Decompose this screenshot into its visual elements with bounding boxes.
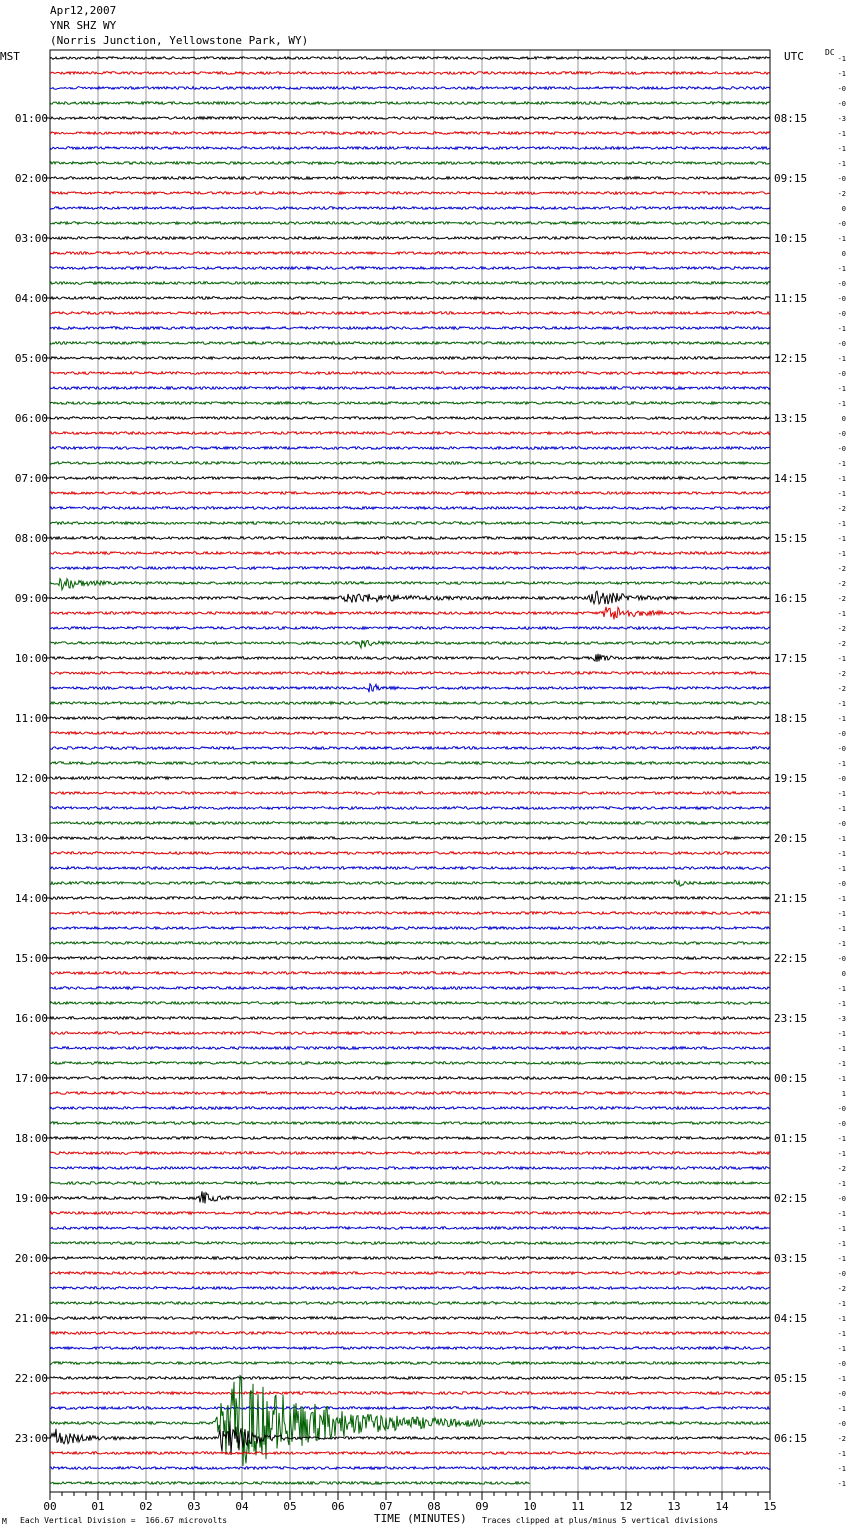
dc-offset-label: -0 bbox=[837, 295, 846, 303]
left-hour-label: 12:00 bbox=[14, 772, 48, 785]
dc-offset-label: -0 bbox=[837, 220, 846, 228]
dc-offset-label: -1 bbox=[837, 475, 846, 483]
dc-offset-label: -1 bbox=[837, 805, 846, 813]
left-hour-label: 01:00 bbox=[14, 112, 48, 125]
dc-offset-label: -1 bbox=[837, 355, 846, 363]
trace-row bbox=[50, 640, 770, 648]
clip-note: Traces clipped at plus/minus 5 vertical divisions bbox=[482, 1516, 719, 1525]
trace-row bbox=[50, 1257, 770, 1260]
left-hour-label: 18:00 bbox=[14, 1132, 48, 1145]
left-hour-label: 22:00 bbox=[14, 1372, 48, 1385]
trace-row bbox=[50, 207, 770, 210]
left-hour-label: 16:00 bbox=[14, 1012, 48, 1025]
dc-offset-label: -2 bbox=[837, 595, 846, 603]
dc-offset-label: -2 bbox=[837, 1435, 846, 1443]
dc-offset-label: -0 bbox=[837, 955, 846, 963]
right-hour-label: 20:15 bbox=[774, 832, 808, 845]
right-hour-label: 17:15 bbox=[774, 652, 808, 665]
corner-mark: M bbox=[2, 1517, 7, 1526]
dc-offset-label: -2 bbox=[837, 1165, 846, 1173]
x-tick-label: 03 bbox=[187, 1500, 201, 1513]
dc-offset-label: -0 bbox=[837, 445, 846, 453]
dc-offset-label: -2 bbox=[837, 190, 846, 198]
trace-row bbox=[50, 792, 770, 795]
trace-row bbox=[50, 1077, 770, 1080]
dc-offset-label: -1 bbox=[837, 1480, 846, 1488]
trace-row bbox=[50, 942, 770, 945]
right-hour-label: 10:15 bbox=[774, 232, 808, 245]
right-hour-label: 04:15 bbox=[774, 1312, 808, 1325]
dc-offset-label: -2 bbox=[837, 670, 846, 678]
dc-offset-label: -1 bbox=[837, 550, 846, 558]
dc-offset-label: -3 bbox=[837, 1015, 846, 1023]
x-tick-label: 07 bbox=[379, 1500, 393, 1513]
dc-offset-label: -0 bbox=[837, 175, 846, 183]
dc-offset-label: -1 bbox=[837, 1060, 846, 1068]
trace-row bbox=[50, 1272, 770, 1275]
dc-offset-label: 0 bbox=[841, 205, 846, 213]
dc-offset-label: -2 bbox=[837, 625, 846, 633]
dc-offset-label: -1 bbox=[837, 895, 846, 903]
dc-offset-label: -1 bbox=[837, 610, 846, 618]
trace-row bbox=[50, 162, 770, 165]
trace-row bbox=[50, 372, 770, 375]
left-hour-label: 15:00 bbox=[14, 952, 48, 965]
dc-offset-label: -1 bbox=[837, 1030, 846, 1038]
station-code: YNR SHZ WY bbox=[50, 19, 117, 32]
trace-row bbox=[50, 87, 770, 90]
trace-row bbox=[50, 492, 770, 495]
left-hour-label: 02:00 bbox=[14, 172, 48, 185]
trace-row bbox=[50, 837, 770, 840]
right-hour-label: 14:15 bbox=[774, 472, 808, 485]
trace-row bbox=[50, 822, 770, 825]
trace-row bbox=[50, 747, 770, 750]
left-hour-label: 23:00 bbox=[14, 1432, 48, 1445]
trace-row bbox=[50, 102, 770, 105]
trace-row bbox=[50, 579, 770, 590]
trace-row bbox=[50, 1107, 770, 1110]
dc-offset-label: -1 bbox=[837, 265, 846, 273]
trace-row bbox=[50, 72, 770, 75]
trace-row bbox=[50, 684, 770, 693]
x-tick-label: 12 bbox=[619, 1500, 633, 1513]
trace-row bbox=[50, 607, 770, 620]
right-hour-label: 18:15 bbox=[774, 712, 808, 725]
dc-offset-label: 0 bbox=[841, 415, 846, 423]
dc-offset-label: -1 bbox=[837, 865, 846, 873]
dc-offset-label: 0 bbox=[841, 970, 846, 978]
x-tick-label: 06 bbox=[331, 1500, 345, 1513]
x-tick-label: 13 bbox=[667, 1500, 681, 1513]
trace-row bbox=[50, 1376, 770, 1466]
left-hour-label: 10:00 bbox=[14, 652, 48, 665]
dc-offset-label: -1 bbox=[837, 520, 846, 528]
trace-row bbox=[50, 357, 770, 360]
right-hour-label: 11:15 bbox=[774, 292, 808, 305]
trace-row bbox=[50, 672, 770, 675]
right-hour-label: 13:15 bbox=[774, 412, 808, 425]
dc-offset-label: -1 bbox=[837, 1405, 846, 1413]
trace-row bbox=[50, 591, 770, 604]
x-tick-label: 00 bbox=[43, 1500, 57, 1513]
dc-offset-label: -1 bbox=[837, 1000, 846, 1008]
x-tick-label: 01 bbox=[91, 1500, 105, 1513]
trace-row bbox=[50, 522, 770, 525]
trace-row bbox=[50, 252, 770, 255]
trace-row bbox=[50, 1302, 770, 1305]
dc-offset-label: -0 bbox=[837, 430, 846, 438]
dc-offset-label: -1 bbox=[837, 460, 846, 468]
trace-row bbox=[50, 417, 770, 420]
dc-offset-label: -0 bbox=[837, 1270, 846, 1278]
dc-offset-label: -1 bbox=[837, 490, 846, 498]
dc-offset-label: -0 bbox=[837, 1195, 846, 1203]
trace-row bbox=[50, 777, 770, 780]
left-hour-label: 21:00 bbox=[14, 1312, 48, 1325]
trace-row bbox=[50, 1467, 770, 1470]
dc-offset-label: -3 bbox=[837, 115, 846, 123]
dc-offset-label: -0 bbox=[837, 1390, 846, 1398]
dc-offset-label: -2 bbox=[837, 1285, 846, 1293]
trace-row bbox=[50, 807, 770, 810]
trace-row bbox=[50, 282, 770, 285]
left-hour-label: 14:00 bbox=[14, 892, 48, 905]
plot-frame bbox=[50, 50, 770, 1492]
dc-offset-label: -1 bbox=[837, 1150, 846, 1158]
left-hour-label: 11:00 bbox=[14, 712, 48, 725]
right-hour-label: 02:15 bbox=[774, 1192, 808, 1205]
dc-offset-label: -1 bbox=[837, 1330, 846, 1338]
dc-offset-label: -1 bbox=[837, 1450, 846, 1458]
dc-offset-label: -0 bbox=[837, 775, 846, 783]
dc-offset-label: -1 bbox=[837, 160, 846, 168]
dc-offset-label: -1 bbox=[837, 910, 846, 918]
dc-offset-label: -1 bbox=[837, 385, 846, 393]
trace-row bbox=[50, 1452, 770, 1455]
dc-offset-label: -1 bbox=[837, 700, 846, 708]
left-hour-label: 07:00 bbox=[14, 472, 48, 485]
left-axis-title: MST bbox=[0, 50, 20, 63]
dc-offset-label: -2 bbox=[837, 565, 846, 573]
trace-row bbox=[50, 462, 770, 465]
trace-row bbox=[50, 1017, 770, 1020]
trace-row bbox=[50, 1191, 770, 1203]
trace-row bbox=[50, 117, 770, 120]
trace-row bbox=[50, 867, 770, 870]
dc-offset-label: -0 bbox=[837, 1120, 846, 1128]
trace-row bbox=[50, 1182, 770, 1185]
right-hour-label: 06:15 bbox=[774, 1432, 808, 1445]
trace-row bbox=[50, 717, 770, 720]
dc-offset-label: -1 bbox=[837, 940, 846, 948]
trace-row bbox=[50, 1392, 770, 1395]
dc-offset-label: -1 bbox=[837, 1465, 846, 1473]
dc-offset-label: -1 bbox=[837, 70, 846, 78]
left-hour-label: 19:00 bbox=[14, 1192, 48, 1205]
trace-row bbox=[50, 402, 770, 405]
right-hour-label: 08:15 bbox=[774, 112, 808, 125]
trace-row bbox=[50, 1287, 770, 1290]
dc-offset-label: -1 bbox=[837, 655, 846, 663]
right-hour-label: 16:15 bbox=[774, 592, 808, 605]
dc-offset-label: -0 bbox=[837, 370, 846, 378]
right-hour-label: 00:15 bbox=[774, 1072, 808, 1085]
left-hour-label: 17:00 bbox=[14, 1072, 48, 1085]
x-tick-label: 14 bbox=[715, 1500, 729, 1513]
x-tick-label: 05 bbox=[283, 1500, 297, 1513]
left-hour-label: 08:00 bbox=[14, 532, 48, 545]
left-hour-label: 04:00 bbox=[14, 292, 48, 305]
dc-offset-label: -1 bbox=[837, 400, 846, 408]
left-hour-label: 05:00 bbox=[14, 352, 48, 365]
dc-offset-label: -2 bbox=[837, 640, 846, 648]
dc-offset-label: -1 bbox=[837, 1375, 846, 1383]
trace-row bbox=[50, 342, 770, 345]
trace-row bbox=[50, 1062, 770, 1065]
dc-offset-label: -1 bbox=[837, 55, 846, 63]
trace-row bbox=[50, 1242, 770, 1245]
x-tick-label: 04 bbox=[235, 1500, 249, 1513]
dc-offset-label: -0 bbox=[837, 340, 846, 348]
x-tick-label: 08 bbox=[427, 1500, 441, 1513]
trace-row bbox=[50, 732, 770, 735]
dc-title: DC bbox=[825, 48, 835, 57]
x-tick-label: 10 bbox=[523, 1500, 537, 1513]
right-hour-label: 01:15 bbox=[774, 1132, 808, 1145]
trace-row bbox=[50, 1377, 770, 1380]
dc-offset-label: -1 bbox=[837, 1300, 846, 1308]
trace-row bbox=[50, 567, 770, 570]
dc-offset-label: -0 bbox=[837, 310, 846, 318]
right-hour-label: 23:15 bbox=[774, 1012, 808, 1025]
left-hour-label: 20:00 bbox=[14, 1252, 48, 1265]
dc-offset-label: -1 bbox=[837, 1210, 846, 1218]
dc-offset-label: -1 bbox=[837, 1225, 846, 1233]
x-tick-label: 09 bbox=[475, 1500, 489, 1513]
dc-offset-label: -0 bbox=[837, 1105, 846, 1113]
right-hour-label: 15:15 bbox=[774, 532, 808, 545]
x-tick-label: 15 bbox=[763, 1500, 777, 1513]
trace-row bbox=[50, 912, 770, 915]
right-hour-label: 05:15 bbox=[774, 1372, 808, 1385]
trace-row bbox=[50, 57, 770, 60]
trace-row bbox=[50, 507, 770, 510]
trace-row bbox=[50, 762, 770, 765]
trace-row bbox=[50, 1152, 770, 1155]
trace-row bbox=[50, 702, 770, 705]
trace-row bbox=[50, 972, 770, 975]
dc-offset-label: -0 bbox=[837, 820, 846, 828]
trace-row bbox=[50, 327, 770, 330]
dc-offset-label: -1 bbox=[837, 790, 846, 798]
trace-row bbox=[50, 477, 770, 480]
dc-offset-label: -2 bbox=[837, 685, 846, 693]
dc-offset-label: -1 bbox=[837, 325, 846, 333]
trace-row bbox=[50, 192, 770, 195]
trace-row bbox=[50, 897, 770, 900]
trace-row bbox=[50, 1092, 770, 1095]
trace-row bbox=[50, 312, 770, 315]
trace-row bbox=[50, 957, 770, 960]
dc-offset-label: 0 bbox=[841, 250, 846, 258]
trace-row bbox=[50, 1167, 770, 1170]
dc-offset-label: -1 bbox=[837, 1255, 846, 1263]
dc-offset-label: -1 bbox=[837, 925, 846, 933]
dc-offset-label: 1 bbox=[841, 1090, 846, 1098]
station-date: Apr12,2007 bbox=[50, 4, 117, 17]
trace-row bbox=[50, 177, 770, 180]
trace-row bbox=[50, 1317, 770, 1320]
trace-row bbox=[50, 1212, 770, 1215]
dc-offset-label: -1 bbox=[837, 1135, 846, 1143]
trace-row bbox=[50, 927, 770, 930]
dc-offset-label: -1 bbox=[837, 1045, 846, 1053]
trace-row bbox=[50, 1122, 770, 1125]
trace-row bbox=[50, 1362, 770, 1365]
trace-row bbox=[50, 297, 770, 300]
trace-row bbox=[50, 1332, 770, 1335]
dc-offset-label: -0 bbox=[837, 1420, 846, 1428]
dc-offset-label: -0 bbox=[837, 280, 846, 288]
right-hour-label: 22:15 bbox=[774, 952, 808, 965]
dc-offset-label: -1 bbox=[837, 1180, 846, 1188]
trace-row bbox=[50, 1137, 770, 1140]
trace-row bbox=[50, 222, 770, 225]
trace-row bbox=[50, 552, 770, 555]
dc-offset-label: -1 bbox=[837, 145, 846, 153]
trace-row bbox=[50, 132, 770, 135]
dc-offset-label: -1 bbox=[837, 1345, 846, 1353]
x-tick-label: 11 bbox=[571, 1500, 585, 1513]
vertical-division: Each Vertical Division = 166.67 microvolts bbox=[20, 1516, 228, 1525]
trace-row bbox=[50, 447, 770, 450]
dc-offset-label: -1 bbox=[837, 835, 846, 843]
dc-offset-label: -0 bbox=[837, 730, 846, 738]
right-hour-label: 12:15 bbox=[774, 352, 808, 365]
station-location: (Norris Junction, Yellowstone Park, WY) bbox=[50, 34, 309, 47]
trace-row bbox=[50, 880, 770, 886]
dc-offset-label: -0 bbox=[837, 880, 846, 888]
trace-row bbox=[50, 654, 770, 662]
trace-row bbox=[50, 627, 770, 630]
trace-row bbox=[50, 1047, 770, 1050]
trace-row bbox=[50, 387, 770, 390]
dc-offset-label: -1 bbox=[837, 850, 846, 858]
dc-offset-label: -1 bbox=[837, 1315, 846, 1323]
x-tick-label: 02 bbox=[139, 1500, 153, 1513]
dc-offset-label: -1 bbox=[837, 130, 846, 138]
trace-row bbox=[50, 537, 770, 540]
dc-offset-label: -2 bbox=[837, 580, 846, 588]
trace-row bbox=[50, 852, 770, 855]
right-axis-title: UTC bbox=[784, 50, 804, 63]
dc-offset-label: -1 bbox=[837, 1240, 846, 1248]
trace-row bbox=[50, 1407, 770, 1410]
dc-offset-label: -0 bbox=[837, 100, 846, 108]
dc-offset-label: -1 bbox=[837, 535, 846, 543]
right-hour-label: 09:15 bbox=[774, 172, 808, 185]
trace-row bbox=[50, 147, 770, 150]
trace-row bbox=[50, 432, 770, 435]
right-hour-label: 19:15 bbox=[774, 772, 808, 785]
dc-offset-label: -0 bbox=[837, 745, 846, 753]
trace-row bbox=[50, 1227, 770, 1230]
left-hour-label: 13:00 bbox=[14, 832, 48, 845]
trace-row bbox=[50, 237, 770, 240]
trace-row bbox=[50, 987, 770, 990]
dc-offset-label: -2 bbox=[837, 505, 846, 513]
x-axis-title: TIME (MINUTES) bbox=[374, 1512, 467, 1525]
dc-offset-label: -0 bbox=[837, 85, 846, 93]
dc-offset-label: -1 bbox=[837, 715, 846, 723]
left-hour-label: 03:00 bbox=[14, 232, 48, 245]
left-hour-label: 09:00 bbox=[14, 592, 48, 605]
dc-offset-label: -1 bbox=[837, 760, 846, 768]
trace-row bbox=[50, 1347, 770, 1350]
dc-offset-label: -1 bbox=[837, 235, 846, 243]
dc-offset-label: -0 bbox=[837, 1360, 846, 1368]
trace-row bbox=[50, 1032, 770, 1035]
right-hour-label: 03:15 bbox=[774, 1252, 808, 1265]
dc-offset-label: -1 bbox=[837, 1075, 846, 1083]
left-hour-label: 06:00 bbox=[14, 412, 48, 425]
trace-row bbox=[50, 267, 770, 270]
right-hour-label: 21:15 bbox=[774, 892, 808, 905]
dc-offset-label: -1 bbox=[837, 985, 846, 993]
trace-row bbox=[50, 1002, 770, 1005]
